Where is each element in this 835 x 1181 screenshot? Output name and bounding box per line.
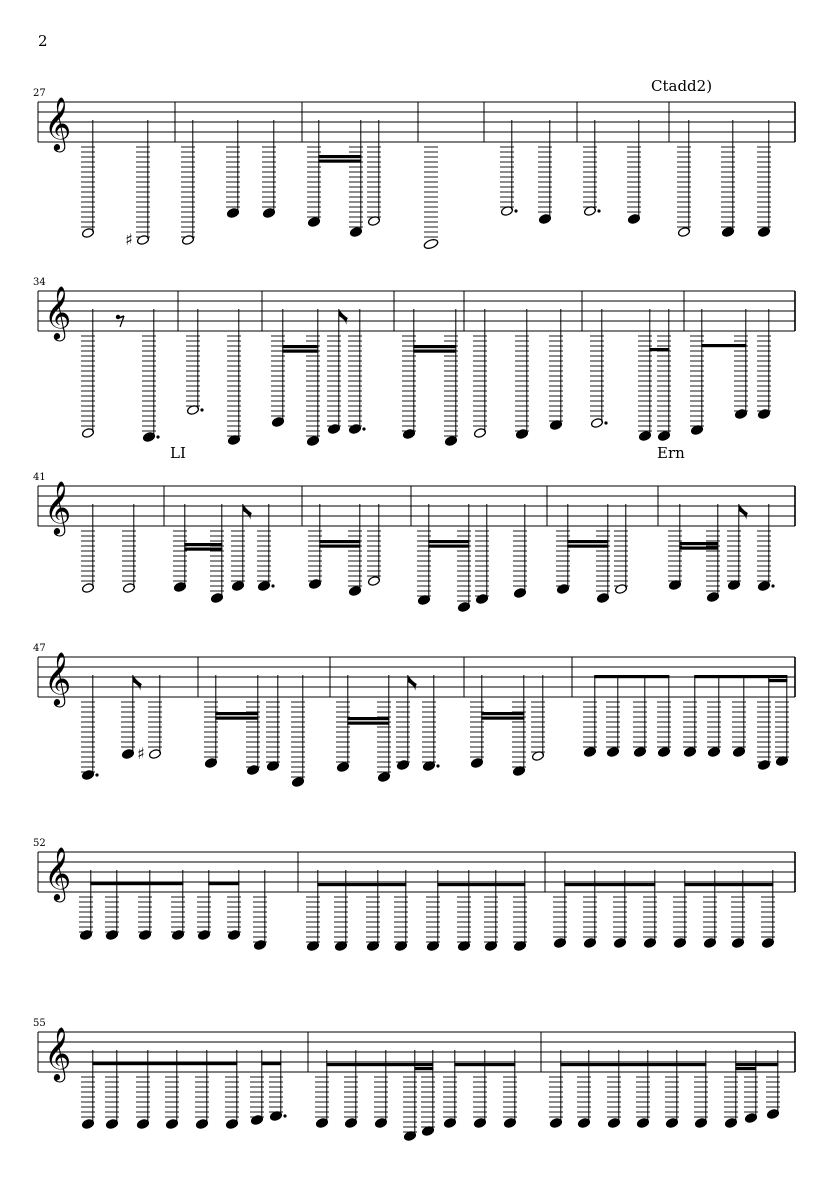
treble-clef-icon: 𝄞 bbox=[44, 285, 72, 339]
beam bbox=[735, 1063, 778, 1066]
beam bbox=[701, 344, 746, 347]
treble-clef-icon: 𝄞 bbox=[44, 480, 72, 534]
beam bbox=[319, 545, 360, 548]
beam bbox=[282, 345, 318, 348]
augmentation-dot bbox=[771, 584, 774, 587]
beam bbox=[90, 882, 183, 885]
sharp-icon: ♯ bbox=[137, 744, 145, 763]
notehead bbox=[423, 238, 439, 250]
beam bbox=[481, 717, 524, 720]
measure-number: 52 bbox=[33, 838, 46, 849]
beam bbox=[347, 717, 389, 720]
treble-clef-icon: 𝄞 bbox=[44, 846, 72, 900]
text-mark-ern: Ern bbox=[657, 444, 685, 462]
augmentation-dot bbox=[283, 1114, 286, 1117]
augmentation-dot bbox=[514, 209, 517, 212]
beam bbox=[319, 540, 360, 543]
beam bbox=[437, 883, 525, 886]
beam bbox=[560, 1063, 706, 1066]
beam bbox=[564, 883, 655, 886]
augmentation-dot bbox=[436, 764, 439, 767]
measure-number: 27 bbox=[33, 88, 46, 99]
beam bbox=[428, 545, 469, 548]
beam bbox=[567, 540, 608, 543]
beam bbox=[567, 545, 608, 548]
beam bbox=[326, 1063, 433, 1066]
beam bbox=[208, 882, 239, 885]
augmentation-dot bbox=[597, 209, 600, 212]
beam bbox=[454, 1063, 515, 1066]
beam bbox=[184, 543, 222, 546]
beam bbox=[215, 712, 258, 715]
sharp-icon: ♯ bbox=[125, 230, 133, 249]
beam bbox=[184, 548, 222, 551]
beam bbox=[92, 1062, 237, 1065]
beam bbox=[481, 712, 524, 715]
beam bbox=[318, 155, 361, 158]
measure-number: 41 bbox=[33, 472, 46, 483]
beam bbox=[318, 160, 361, 163]
page-number: 2 bbox=[38, 32, 48, 50]
beam bbox=[347, 722, 389, 725]
beam bbox=[282, 350, 318, 353]
beam bbox=[428, 540, 469, 543]
beam bbox=[679, 547, 718, 550]
beam bbox=[594, 675, 669, 678]
augmentation-dot bbox=[95, 773, 98, 776]
augmentation-dot bbox=[200, 408, 203, 411]
beam bbox=[694, 675, 787, 678]
beam bbox=[684, 883, 773, 886]
beam bbox=[261, 1062, 281, 1065]
beam bbox=[317, 883, 406, 886]
beam bbox=[413, 350, 456, 353]
beam bbox=[215, 717, 258, 720]
beam bbox=[649, 348, 669, 351]
beam bbox=[413, 345, 456, 348]
text-mark-li: LI bbox=[170, 444, 186, 462]
beam bbox=[679, 542, 718, 545]
treble-clef-icon: 𝄞 bbox=[44, 1026, 72, 1080]
beam bbox=[414, 1067, 433, 1070]
treble-clef-icon: 𝄞 bbox=[44, 96, 72, 150]
augmentation-dot bbox=[362, 427, 365, 430]
augmentation-dot bbox=[271, 584, 274, 587]
measure-number: 47 bbox=[33, 643, 46, 654]
chord-symbol-ctadd2: Ctadd2) bbox=[651, 77, 713, 95]
beam bbox=[768, 679, 787, 682]
beam bbox=[735, 1067, 756, 1070]
augmentation-dot bbox=[156, 435, 159, 438]
treble-clef-icon: 𝄞 bbox=[44, 651, 72, 705]
measure-number: 34 bbox=[33, 277, 46, 288]
augmentation-dot bbox=[604, 421, 607, 424]
measure-number: 55 bbox=[33, 1018, 46, 1029]
